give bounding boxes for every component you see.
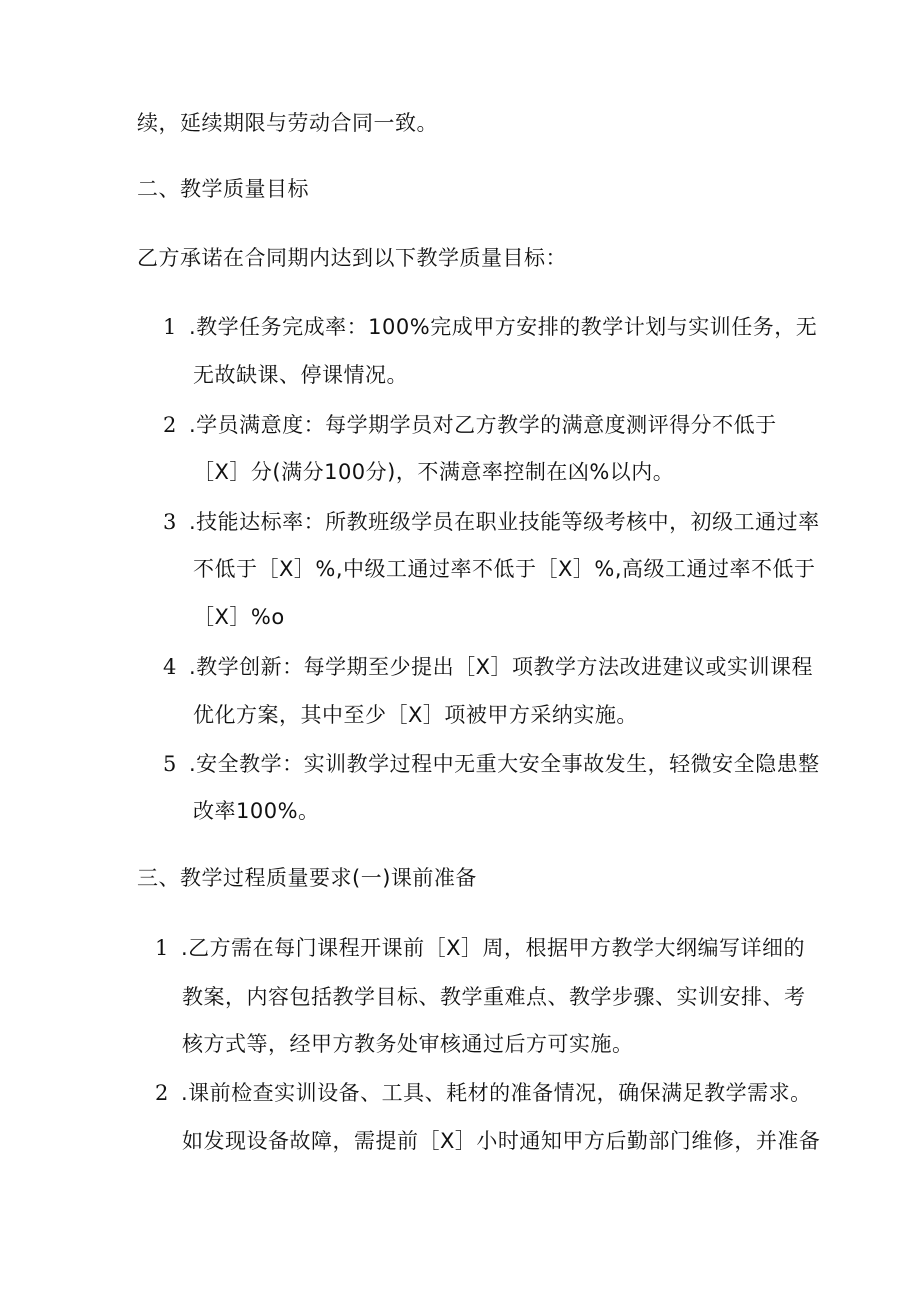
prep-item-2-text: .课前检查实训设备、工具、耗材的准备情况，确保满足教学需求。 — [181, 1081, 812, 1105]
goal-item-3-text: .技能达标率：所教班级学员在职业技能等级考核中，初级工通过率 — [189, 510, 820, 534]
section-3-heading: 三、教学过程质量要求(一)课前准备 — [137, 866, 477, 890]
prep-item-1-line3: 核方式等，经甲方教务处审核通过后方可实施。 — [182, 1032, 634, 1056]
goal-item-2-number: 2 — [163, 413, 177, 437]
goal-item-2-line1 — [163, 410, 777, 440]
section-2-intro: 乙方承诺在合同期内达到以下教学质量目标： — [137, 246, 567, 270]
goal-item-3-line1 — [163, 507, 820, 537]
prep-item-1-text: .乙方需在每门课程开课前［X］周，根据甲方教学大纲编写详细的 — [181, 936, 806, 960]
continuation-text: 续，延续期限与劳动合同一致。 — [137, 111, 438, 135]
goal-item-1-number: 1 — [163, 315, 177, 339]
goal-item-3-number: 3 — [163, 510, 177, 534]
goal-item-3-line3: ［X］%o — [193, 605, 285, 629]
goal-item-5-number: 5 — [163, 752, 177, 776]
goal-item-1-line1 — [163, 312, 817, 342]
prep-item-1-line2: 教案，内容包括教学目标、教学重难点、教学步骤、实训安排、考 — [182, 985, 806, 1009]
goal-item-1-text: .教学任务完成率：100%完成甲方安排的教学计划与实训任务，无 — [189, 315, 818, 339]
prep-item-2-number: 2 — [155, 1081, 169, 1105]
goal-item-5-line2: 改率100%。 — [193, 799, 320, 823]
prep-item-1-number: 1 — [155, 936, 169, 960]
section-2-heading: 二、教学质量目标 — [137, 177, 309, 201]
goal-item-4-line2: 优化方案，其中至少［X］项被甲方采纳实施。 — [193, 703, 638, 727]
goal-item-2-text: .学员满意度：每学期学员对乙方教学的满意度测评得分不低于 — [189, 413, 777, 437]
prep-item-1-line1 — [155, 933, 805, 963]
prep-item-2-line2: 如发现设备故障，需提前［X］小时通知甲方后勤部门维修，并准备 — [182, 1129, 821, 1153]
goal-item-4-number: 4 — [163, 655, 177, 679]
goal-item-3-line2: 不低于［X］%,中级工通过率不低于［X］%,高级工通过率不低于 — [193, 557, 816, 581]
goal-item-2-line2: ［X］分(满分100分)，不满意率控制在凶%以内。 — [193, 460, 675, 484]
prep-item-2-line1 — [155, 1078, 812, 1108]
goal-item-4-line1 — [163, 652, 813, 682]
goal-item-5-line1 — [163, 749, 820, 779]
goal-item-1-line2: 无故缺课、停课情况。 — [193, 363, 408, 387]
goal-item-4-text: .教学创新：每学期至少提出［X］项教学方法改进建议或实训课程 — [189, 655, 814, 679]
goal-item-5-text: .安全教学：实训教学过程中无重大安全事故发生，轻微安全隐患整 — [189, 752, 820, 776]
